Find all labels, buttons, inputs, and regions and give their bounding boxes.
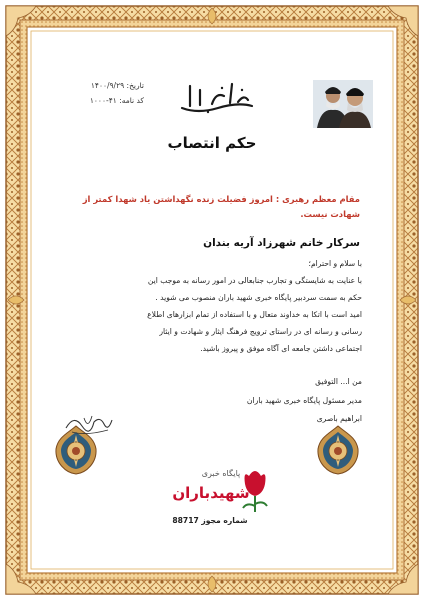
page-title: حکم انتصاب [167,134,257,152]
body-line: رسانی و رسانه ای در راستای ترویج فرهنگ ایثار و شهادت و ایثار [159,327,362,336]
body-line: اجتماعی داشتن جامعه ای آگاه موفق و پیروز باشید. [200,344,362,353]
recipient-name: سرکار خانم شهرزاد آریه بندان [203,237,360,249]
body-line: حکم به سمت سردبیر پایگاه خبری شهید باران منصوب می شوید . [155,293,362,302]
leader-quote: مقام معظم رهبری : امروز فضیلت زنده نگهداشتن یاد شهدا کمتر از شهادت نیست. [82,194,360,219]
logo-top-text: پایگاه خبری [201,469,241,478]
closing-tawfiq: من ا... التوفیق [315,377,362,386]
leaders-portrait [313,80,373,128]
letter-body [62,255,362,357]
logo-main-text: شهیدباران [172,484,250,502]
certificate-content [48,60,376,545]
body-line: با عنایت به شایستگی و تجارب جنابعالی در امور رسانه به موجب این [147,276,362,285]
date-text: تاریخ: ۱۴۰۰/۹/۲۹ [90,81,144,90]
basmala-calligraphy [178,78,256,116]
tulip-icon [163,462,273,514]
greeting-text: با سلام و احترام؛ [308,259,362,268]
news-agency-logo [163,462,273,514]
letter-number-text: کد نامه: ۴۱-۱۰۰۰ [89,96,144,105]
letter-meta [64,78,144,108]
body-line: امید است با اتکا به خداوند متعال و با استفاده از تمام ابزارهای اطلاع [147,310,362,319]
signer-position: مدیر مسئول پایگاه خبری شهید باران [246,395,362,405]
closing-block [198,373,362,429]
signer-name: ابراهیم باصری [316,414,362,423]
permit-number: شماره مجوز 88717 [172,516,248,525]
handwritten-signature [64,410,114,438]
